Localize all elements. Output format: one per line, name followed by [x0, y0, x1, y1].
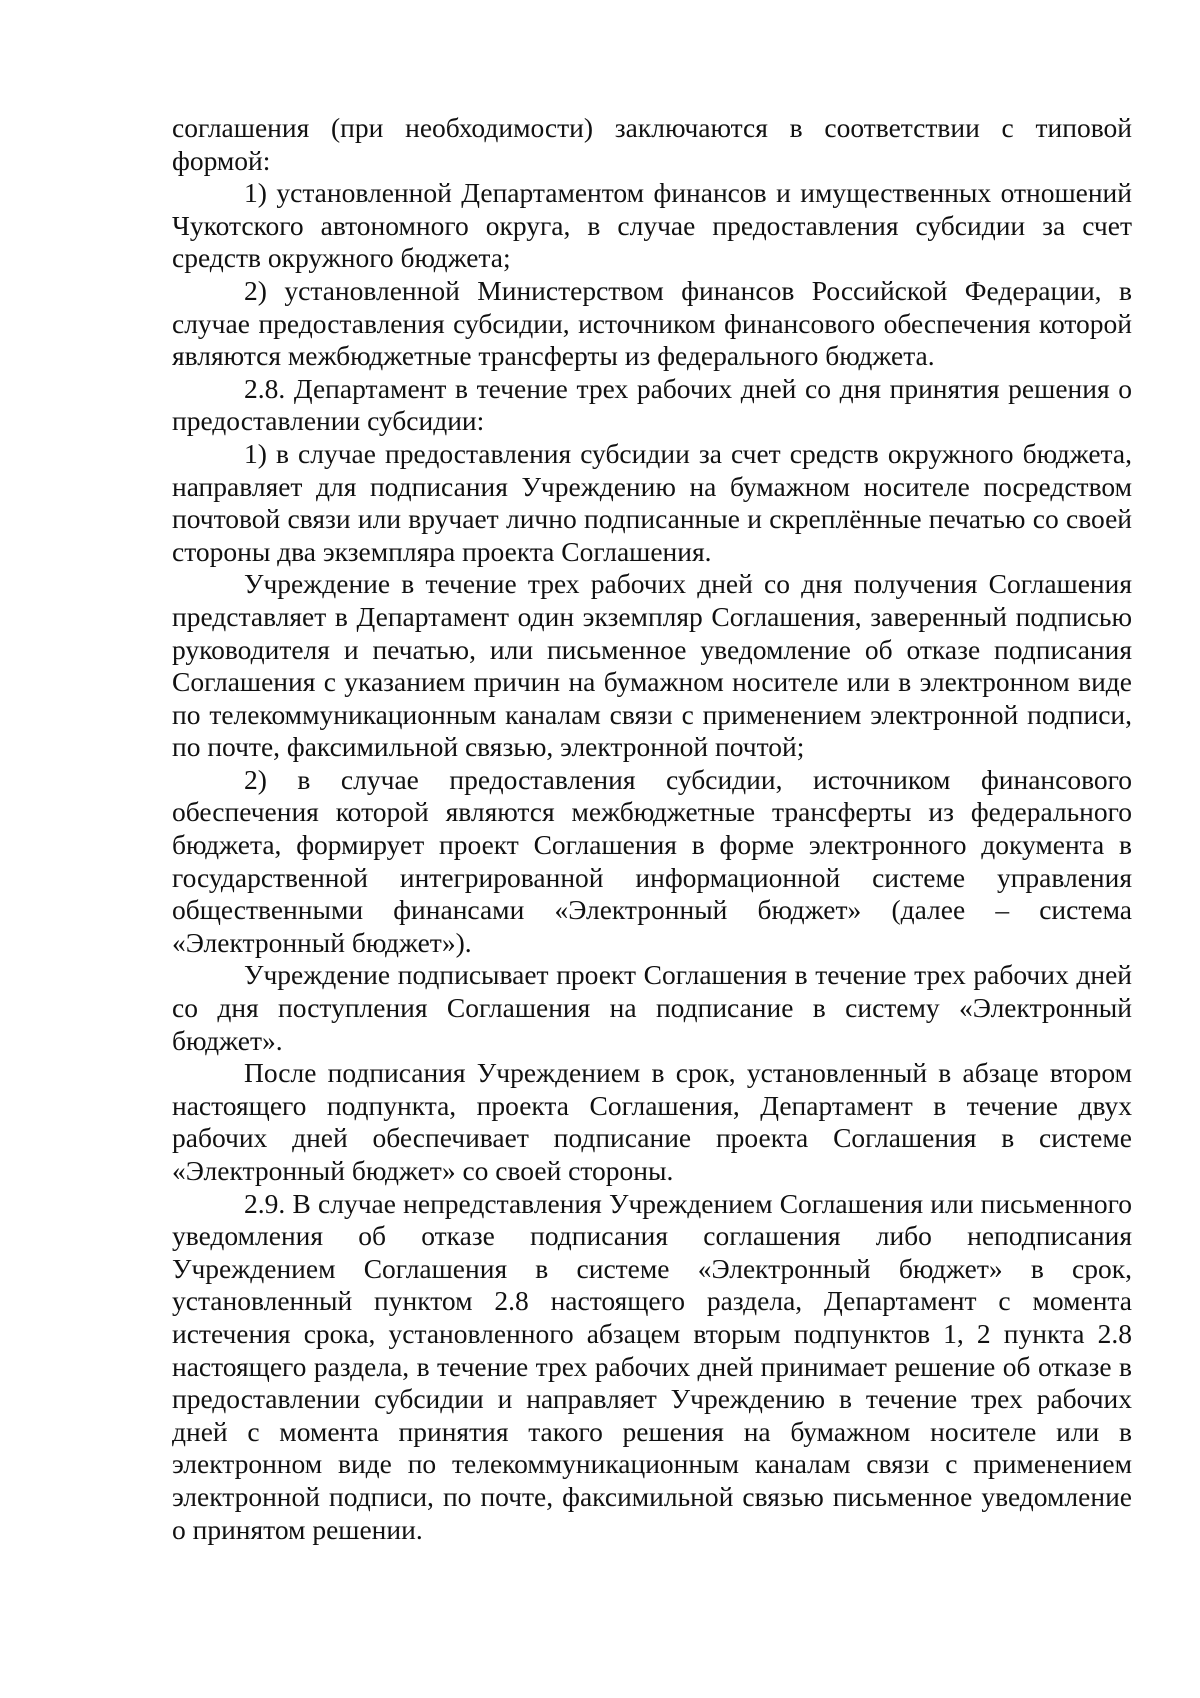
- paragraph-clause-2-8-item-1: 1) в случае предоставления субсидии за счет средств окружного бюджета, направляет для подписания Учреждению на бумажном носителе посредством почтовой связи или вручает лично подписанные и скреплённые печатью со своей стороны два экземпляра проекта Соглашения.: [172, 437, 1132, 567]
- document-page: [172, 112, 1132, 1546]
- paragraph-item-1-finance-department: 1) установленной Департаментом финансов и имущественных отношений Чукотского автономного округа, в случае предоставления субсидии за счет средств окружного бюджета;: [172, 177, 1132, 274]
- paragraph-intro: соглашения (при необходимости) заключаются в соответствии с типовой формой:: [172, 112, 1132, 176]
- paragraph-department-signs: После подписания Учреждением в срок, установленный в абзаце втором настоящего подпункта, проекта Соглашения, Департамент в течение двух рабочих дней обеспечивает подписание проекта Соглашения в системе «Электронный бюджет» со своей стороны.: [172, 1057, 1132, 1186]
- paragraph-clause-2-8-item-2: 2) в случае предоставления субсидии, источником финансового обеспечения которой являются межбюджетные трансферты из федерального бюджета, формирует проект Соглашения в форме электронного документа в государственной интегрированной информационной системе управления общественными финансами «Электронный бюджет» (далее – система «Электронный бюджет»).: [172, 763, 1132, 958]
- paragraph-item-2-ministry-of-finance: 2) установленной Министерством финансов Российской Федерации, в случае предоставления субсидии, источником финансового обеспечения которой являются межбюджетные трансферты из федерального бюджета.: [172, 274, 1132, 372]
- paragraph-clause-2-9: 2.9. В случае непредставления Учреждением Соглашения или письменного уведомления об отказе подписания соглашения либо неподписания Учреждением Соглашения в системе «Электронный бюджет» в срок, установленный пунктом 2.8 настоящего раздела, Департамент с момента истечения срока, установленного абзацем вторым подпунктов 1, 2 пункта 2.8 настоящего раздела, в течение трех рабочих дней принимает решение об отказе в предоставлении субсидии и направляет Учреждению в течение трех рабочих дней с момента принятия такого решения на бумажном носителе или в электронном виде по телекоммуникационным каналам связи с применением электронной подписи, по почте, факсимильной связью письменное уведомление о принятом решении.: [172, 1187, 1132, 1545]
- paragraph-institution-signs: Учреждение подписывает проект Соглашения в течение трех рабочих дней со дня поступления Соглашения на подписание в систему «Электронный бюджет».: [172, 959, 1132, 1056]
- paragraph-institution-submission: Учреждение в течение трех рабочих дней со дня получения Соглашения представляет в Департамент один экземпляр Соглашения, заверенный подписью руководителя и печатью, или письменное уведомление об отказе подписания Соглашения с указанием причин на бумажном носителе или в электронном виде по телекоммуникационным каналам связи с применением электронной подписи, по почте, факсимильной связью, электронной почтой;: [172, 568, 1132, 763]
- paragraph-clause-2-8: 2.8. Департамент в течение трех рабочих дней со дня принятия решения о предоставлении субсидии:: [172, 372, 1132, 437]
